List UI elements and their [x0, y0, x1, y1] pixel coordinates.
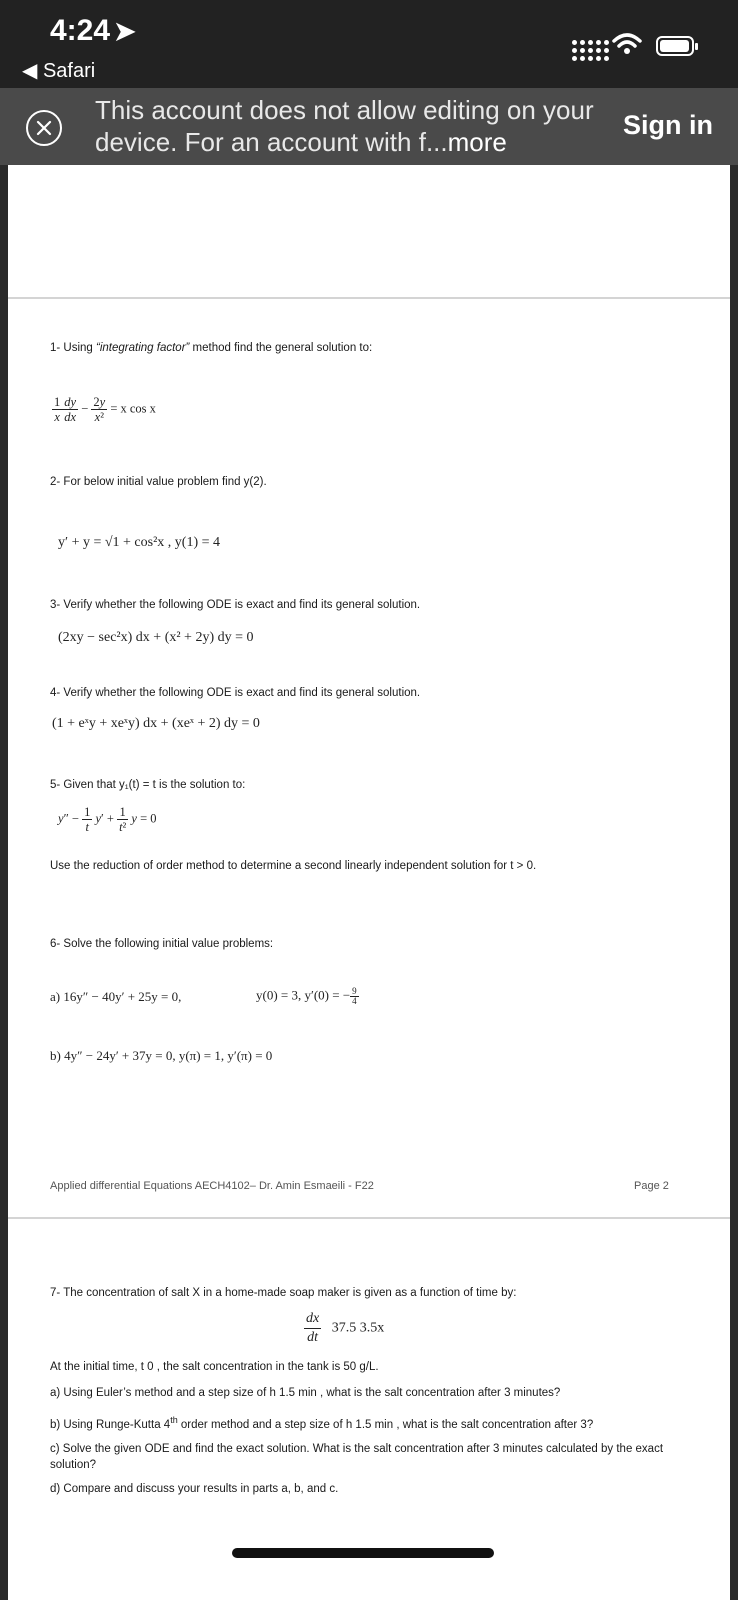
wifi-icon: [612, 32, 642, 56]
close-icon: [36, 120, 52, 136]
clock-time: 4:24: [50, 14, 111, 47]
home-indicator[interactable]: [232, 1548, 494, 1558]
back-triangle-icon: ◀: [22, 60, 38, 82]
question-2: 2- For below initial value problem find y(2).: [50, 476, 267, 488]
question-3-equation: (2xy − sec²x) dx + (x² + 2y) dy = 0: [58, 630, 254, 645]
back-to-app-link[interactable]: [22, 58, 95, 83]
banner-message-text: This account does not allow editing on your device. For an account with f...: [95, 95, 594, 157]
question-4: 4- Verify whether the following ODE is exact and find its general solution.: [50, 687, 421, 699]
question-3: 3- Verify whether the following ODE is exact and find its general solution.: [50, 599, 421, 611]
question-6a-equation: a) 16y″ − 40y′ + 25y = 0,: [50, 989, 182, 1004]
question-6a-initial-conditions: y(0) = 3, y′(0) = − $\frac{9}{4}$: [256, 986, 357, 1006]
question-1: 1- Using “integrating factor” method find the general solution to:: [50, 342, 373, 354]
question-1-equation: $\frac{1}{x}$ $\frac{dy}{dx}$ − $\frac{2y}{\text{x²}}$ = x cos x: [54, 395, 156, 424]
question-6b-equation: b) 4y″ − 24y′ + 37y = 0, y(π) = 1, y′(π) = 0: [50, 1048, 273, 1063]
banner-message: [95, 94, 595, 158]
question-7c: c) Solve the given ODE and find the exact solution. What is the salt concentration after 3 minutes calculated by the exact solution?: [50, 1443, 664, 1471]
status-bar: [0, 0, 738, 88]
question-7a: a) Using Euler’s method and a step size of h 1.5 min , what is the salt concentration after 3 minutes?: [50, 1387, 561, 1399]
back-app-label: Safari: [42, 60, 96, 82]
question-5-note: Use the reduction of order method to determine a second linearly independent solution for t > 0.: [50, 860, 537, 872]
clock: [50, 14, 136, 48]
battery-icon: [656, 36, 694, 56]
page-break: [8, 1217, 730, 1219]
close-banner-button[interactable]: [26, 110, 62, 146]
sign-in-button[interactable]: Sign in: [623, 110, 713, 140]
question-4-equation: (1 + eˣy + xeˣy) dx + (xeˣ + 2) dy = 0: [52, 716, 260, 731]
page-break: [8, 297, 730, 299]
question-5: 5- Given that y₁(t) = t is the solution to:: [50, 779, 246, 791]
page-footer-course: Applied differential Equations AECH4102– Dr. Amin Esmaeili - F22: [50, 1180, 374, 1192]
edit-restriction-banner: [0, 88, 738, 165]
location-arrow-icon: ➤: [114, 16, 136, 46]
question-7d: d) Compare and discuss your results in parts a, b, and c.: [50, 1483, 339, 1495]
question-7: 7- The concentration of salt X in a home-made soap maker is given as a function of time by:: [50, 1287, 517, 1299]
document-page: [8, 165, 730, 1600]
question-6: 6- Solve the following initial value problems:: [50, 938, 274, 950]
page-footer-number: Page 2: [634, 1180, 669, 1192]
question-5-equation: y″ − $\frac{1}{t}$ y′ + $\frac{1}{\text{t²}}$ y = 0: [58, 805, 157, 834]
question-7b: b) Using Runge-Kutta 4th order method and a step size of h 1.5 min , what is the salt concentration after 3?: [50, 1415, 594, 1431]
question-7-equation: $\frac{dx}{dt}$ 37.5 3.5x: [306, 1311, 385, 1345]
question-2-equation: y′ + y = √1 + cos²x , y(1) = 4: [58, 535, 221, 550]
question-7-initial: At the initial time, t 0 , the salt concentration in the tank is 50 g/L.: [50, 1361, 379, 1373]
more-link[interactable]: more: [447, 127, 507, 157]
